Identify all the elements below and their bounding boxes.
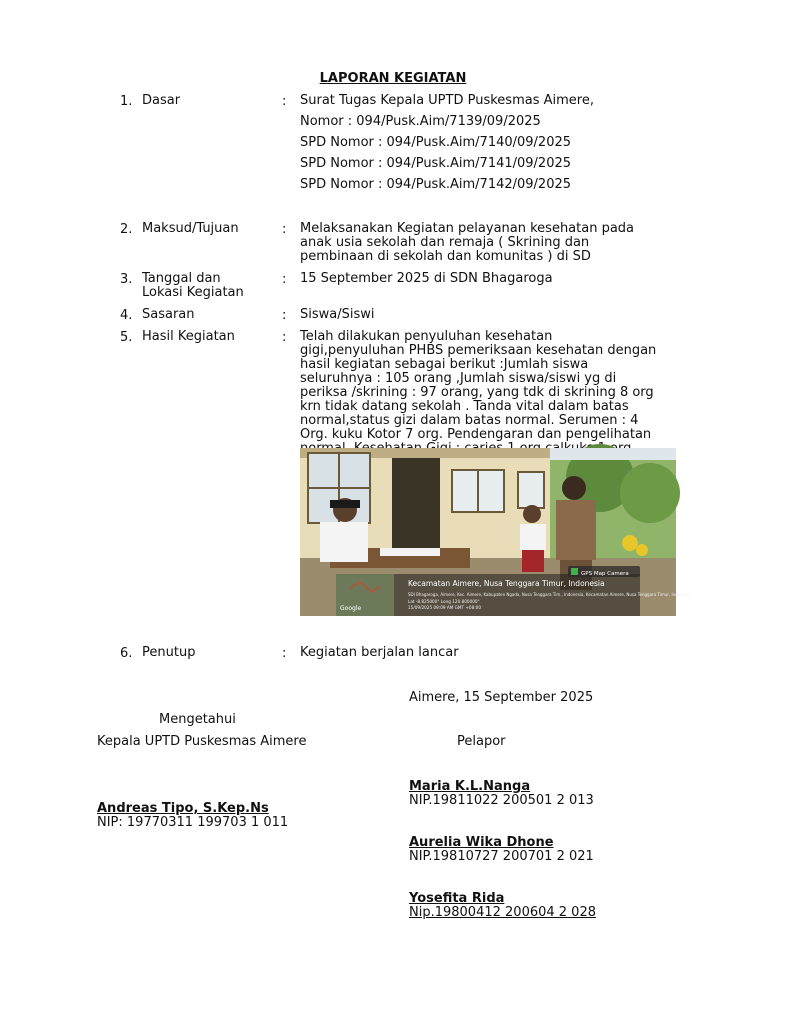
activity-photo bbox=[300, 448, 691, 616]
reporter-name: Yosefita Rida bbox=[409, 891, 505, 906]
tanggal-value: 15 September 2025 di SDN Bhagaroga bbox=[300, 271, 553, 286]
gps-badge-text: GPS Map Camera bbox=[581, 571, 629, 577]
item-colon: : bbox=[282, 272, 287, 287]
dasar-line: SPD Nomor : 094/Pusk.Aim/7140/09/2025 bbox=[300, 135, 572, 150]
dasar-line: Nomor : 094/Pusk.Aim/7139/09/2025 bbox=[300, 114, 541, 129]
hasil-line: Org. kuku Kotor 7 org. Pendengaran dan pengelihatan bbox=[300, 427, 652, 442]
item-number: 3. bbox=[120, 272, 133, 287]
item-number: 1. bbox=[120, 94, 133, 109]
reporter-name: Aurelia Wika Dhone bbox=[409, 835, 554, 850]
item-label: Penutup bbox=[142, 645, 196, 660]
item-label: Maksud/Tujuan bbox=[142, 221, 239, 236]
tujuan-line: Melaksanakan Kegiatan pelayanan kesehatan pada bbox=[300, 221, 635, 236]
item-colon: : bbox=[282, 308, 287, 323]
item-label: Dasar bbox=[142, 93, 181, 108]
tujuan-line: pembinaan di sekolah dan komunitas ) di SD bbox=[300, 249, 591, 264]
report-title: LAPORAN KEGIATAN bbox=[319, 71, 467, 86]
reporter-nip: NIP.19810727 200701 2 021 bbox=[409, 849, 594, 864]
penutup-value: Kegiatan berjalan lancar bbox=[300, 645, 459, 660]
item-label: Tanggal dan bbox=[142, 271, 221, 286]
photo-location-detail: SDI Bhagaroga, Aimere, Kec. Aimere, Kabupaten Ngada, Nusa Tenggara Tim., Indonesia, Kecamatan Aimere, Nusa Tenggara Timur, Indonesia bbox=[408, 592, 691, 597]
item-number: 6. bbox=[120, 646, 133, 661]
dasar-line: Surat Tugas Kepala UPTD Puskesmas Aimere, bbox=[300, 93, 594, 108]
photo-location-title: Kecamatan Aimere, Nusa Tenggara Timur, Indonesia bbox=[408, 579, 605, 588]
item-colon: : bbox=[282, 222, 287, 237]
dasar-line: SPD Nomor : 094/Pusk.Aim/7141/09/2025 bbox=[300, 156, 572, 171]
pelapor-label: Pelapor bbox=[457, 734, 506, 749]
item-label: Sasaran bbox=[142, 307, 195, 322]
kepala-name: Andreas Tipo, S.Kep.Ns bbox=[97, 801, 269, 816]
item-colon: : bbox=[282, 646, 287, 661]
hasil-line: normal,status gizi dalam batas normal. Serumen : 4 bbox=[300, 413, 639, 428]
item-number: 4. bbox=[120, 308, 133, 323]
reporter-nip: Nip.19800412 200604 2 028 bbox=[409, 905, 596, 920]
hasil-line: periksa /skrining : 97 orang, yang tdk di skrining 8 org bbox=[300, 385, 654, 400]
activity-photo-illustration bbox=[300, 448, 691, 616]
tujuan-line: anak usia sekolah dan remaja ( Skrining dan bbox=[300, 235, 590, 250]
photo-coords: Lat -8.825000° Long 120.800000° bbox=[408, 599, 480, 604]
sasaran-value: Siswa/Siswi bbox=[300, 307, 375, 322]
item-number: 5. bbox=[120, 330, 133, 345]
hasil-line: seluruhnya : 105 orang ,Jumlah siswa/siswi yg di bbox=[300, 371, 617, 386]
item-colon: : bbox=[282, 330, 287, 345]
item-colon: : bbox=[282, 94, 287, 109]
reporter-nip: NIP.19811022 200501 2 013 bbox=[409, 793, 594, 808]
mengetahui-label: Mengetahui bbox=[159, 712, 236, 727]
kepala-title: Kepala UPTD Puskesmas Aimere bbox=[97, 734, 307, 749]
hasil-line: hasil kegiatan sebagai berikut :Jumlah siswa bbox=[300, 357, 589, 372]
dasar-line: SPD Nomor : 094/Pusk.Aim/7142/09/2025 bbox=[300, 177, 572, 192]
reporter-name: Maria K.L.Nanga bbox=[409, 779, 531, 794]
kepala-nip: NIP: 19770311 199703 1 011 bbox=[97, 815, 289, 830]
google-logo-text: Google bbox=[340, 605, 362, 612]
hasil-line: krn tidak datang sekolah . Tanda vital dalam batas bbox=[300, 399, 629, 414]
hasil-line: Telah dilakukan penyuluhan kesehatan bbox=[300, 329, 553, 344]
hasil-line: gigi,penyuluhan PHBS pemeriksaan kesehatan dengan bbox=[300, 343, 657, 358]
item-number: 2. bbox=[120, 222, 133, 237]
place-date: Aimere, 15 September 2025 bbox=[409, 690, 594, 705]
item-label: Lokasi Kegiatan bbox=[142, 285, 244, 300]
photo-timestamp: 15/09/2025 09:09 AM GMT +08:00 bbox=[408, 605, 481, 610]
item-label: Hasil Kegiatan bbox=[142, 329, 235, 344]
